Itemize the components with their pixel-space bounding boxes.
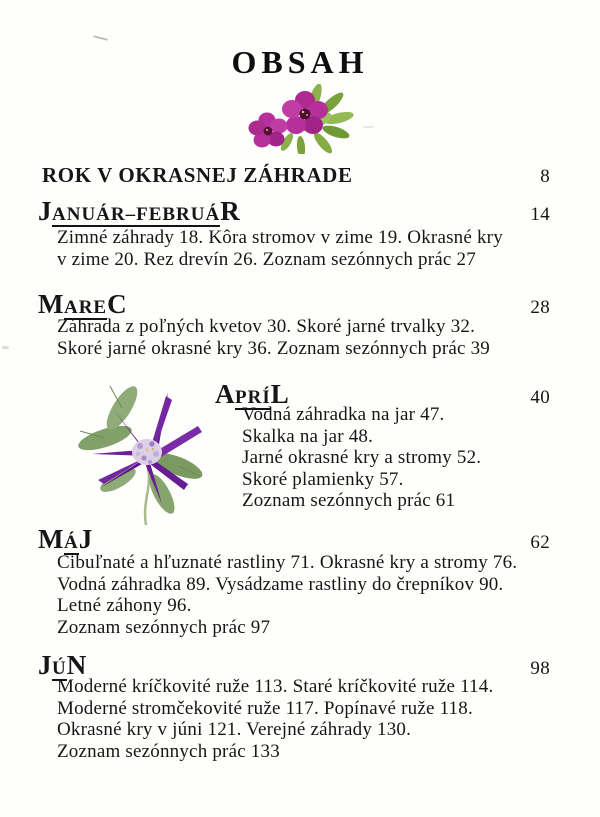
toc-line: Zimné záhrady 18. Kôra stromov v zime 19. Okrasné kry — [57, 227, 503, 248]
toc-line: Zoznam sezónnych prác 97 — [57, 616, 271, 638]
toc-line: Záhrada z poľných kvetov 30. Skoré jarné trvalky 32. — [57, 316, 476, 337]
month-final: J — [78, 524, 93, 554]
month-middle: Á — [63, 532, 79, 553]
month-initial: J — [38, 650, 52, 680]
pressed-geranium-bouquet-icon — [243, 84, 357, 154]
toc-line: Cibuľnaté a hľuznaté rastliny 71. Okrasné kry a stromy 76. — [57, 552, 518, 573]
toc-line: Jarné okrasné kry a stromy 52. — [242, 447, 482, 468]
section-page-number: 62 — [530, 532, 550, 553]
month-final: R — [220, 196, 241, 226]
month-middle: ARE — [63, 297, 108, 318]
toc-section-body-januar-februar — [57, 227, 503, 270]
section-page-number: 40 — [530, 387, 550, 408]
month-initial: M — [38, 524, 64, 554]
section-page-number: 14 — [530, 204, 550, 225]
toc-line: Vodná záhradka 89. Vysádzame rastliny do črepníkov 90. — [57, 573, 504, 595]
toc-section-heading-maj — [38, 524, 550, 555]
month-middle: Ú — [52, 658, 67, 679]
toc-intro-row — [42, 163, 550, 188]
month-middle: ANUÁR–FEBRUÁ — [52, 204, 221, 225]
toc-line: Moderné kríčkovité ruže 113. Staré kríčkovité ruže 114. — [57, 676, 494, 697]
month-initial: A — [215, 379, 235, 409]
toc-section-body-maj — [57, 552, 517, 638]
toc-line: Okrasné kry v júni 121. Verejné záhrady 130. — [57, 719, 412, 740]
toc-line: v zime 20. Rez drevín 26. Zoznam sezónnych prác 27 — [57, 248, 476, 270]
month-middle: PRÍ — [235, 387, 271, 408]
toc-line: Vodná záhradka na jar 47. — [242, 404, 445, 425]
toc-section-body-april — [242, 404, 481, 512]
month-initial: J — [38, 196, 52, 226]
toc-section-heading-januar-februar — [38, 196, 550, 227]
toc-section-body-jun — [57, 676, 493, 762]
toc-line: Skoré plamienky 57. — [242, 468, 404, 490]
toc-line: Moderné stromčekovité ruže 117. Popínavé ruže 118. — [57, 697, 473, 719]
month-initial: M — [38, 289, 64, 319]
month-final: L — [270, 379, 290, 409]
toc-intro-label: ROK V OKRASNEJ ZÁHRADE — [42, 163, 353, 187]
page-title: OBSAH — [231, 44, 369, 80]
toc-line: Zoznam sezónnych prác 61 — [242, 490, 456, 511]
section-page-number: 28 — [530, 297, 550, 318]
scan-artifact-mark — [93, 35, 108, 41]
month-heading — [38, 196, 240, 227]
toc-line: Skalka na jar 48. — [242, 425, 374, 447]
month-final: C — [107, 289, 128, 319]
month-final: N — [66, 650, 87, 680]
scan-artifact-mark — [2, 346, 9, 349]
toc-line: Skoré jarné okrasné kry 36. Zoznam sezónnych prác 39 — [57, 337, 491, 359]
month-heading — [38, 524, 93, 555]
toc-line: Zoznam sezónnych prác 133 — [57, 740, 280, 762]
scan-artifact-mark — [363, 126, 374, 129]
section-page-number: 98 — [530, 658, 550, 679]
toc-section-body-marec — [57, 316, 490, 359]
toc-line: Letné záhony 96. — [57, 595, 192, 616]
toc-intro-page-number: 8 — [540, 166, 550, 187]
pressed-clematis-flower-icon — [70, 376, 220, 528]
